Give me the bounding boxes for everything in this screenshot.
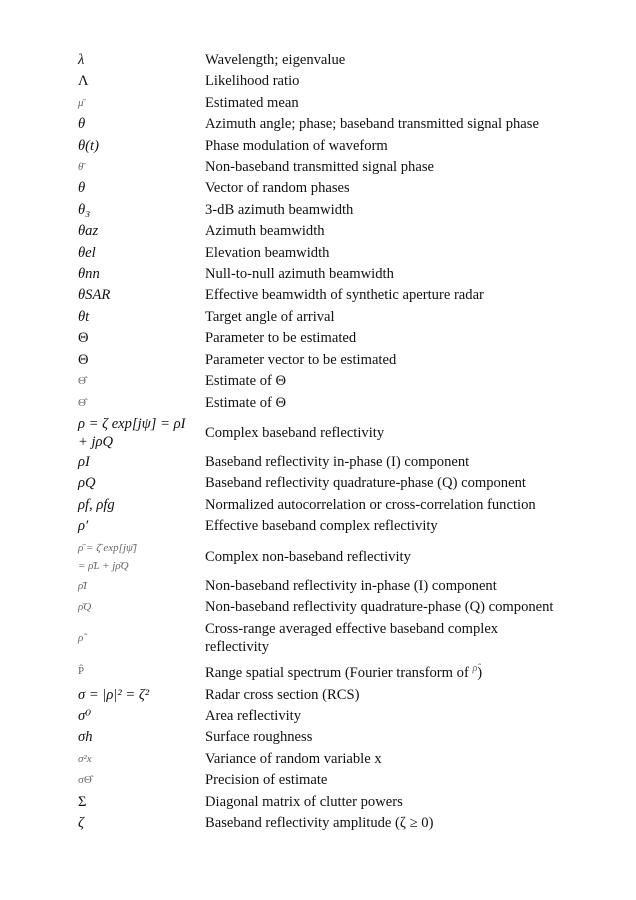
symbol-row — [78, 452, 618, 473]
symbol-row — [78, 576, 618, 597]
symbol: σh — [78, 729, 93, 746]
symbol-description: Radar cross section (RCS) — [205, 686, 360, 703]
symbol-description: Baseband reflectivity amplitude (ζ ≥ 0) — [205, 815, 434, 832]
symbol-description: Baseband reflectivity in-phase (I) component — [205, 453, 470, 470]
symbol-row — [78, 328, 618, 349]
symbol-row — [78, 307, 618, 328]
inline-symbol: ρ̂ — [472, 663, 478, 675]
symbol-description: Surface roughness — [205, 729, 313, 746]
symbol: Θ — [78, 330, 89, 347]
symbol-description: 3-dB azimuth beamwidth — [205, 201, 354, 218]
symbol-description: Estimated mean — [205, 94, 299, 111]
symbol: ρ̄Q — [78, 600, 92, 613]
symbol-description: Non-baseband transmitted signal phase — [205, 159, 434, 176]
symbol: ζ — [78, 815, 84, 832]
symbol: θ̄ — [78, 161, 84, 174]
symbol: Θ̂ — [78, 375, 86, 388]
symbol: σ²x — [78, 752, 92, 765]
symbol-row — [78, 393, 618, 414]
symbol: μ̄ — [78, 96, 84, 109]
symbol-description: Elevation beamwidth — [205, 244, 330, 261]
symbol-description: Parameter vector to be estimated — [205, 351, 397, 368]
symbol: ρ′ — [78, 518, 89, 535]
symbol-row — [78, 350, 618, 371]
symbol: θSAR — [78, 287, 111, 304]
symbol: θ — [78, 180, 86, 197]
symbol-description: Null-to-null azimuth beamwidth — [205, 266, 394, 283]
symbol-description: Wavelength; eigenvalue — [205, 52, 346, 68]
symbol-row — [78, 473, 618, 494]
symbol-row — [78, 770, 618, 791]
symbol-row — [78, 618, 618, 658]
symbol-list — [78, 50, 618, 834]
symbol-description: Precision of estimate — [205, 772, 328, 789]
symbol: Σ — [78, 793, 87, 810]
symbol-description: Non-baseband reflectivity in-phase (I) component — [205, 577, 497, 594]
symbol-row — [78, 495, 618, 516]
symbol: θel — [78, 244, 96, 261]
symbol: θt — [78, 308, 90, 325]
symbol: ρ̄I — [78, 579, 87, 592]
symbol-row — [78, 178, 618, 199]
symbol-row — [78, 414, 618, 452]
symbol: ρ = ζ exp[jψ] = ρI + jρQ — [78, 415, 186, 450]
symbol: σΘ̂ — [78, 774, 92, 787]
symbol-description: Parameter to be estimated — [205, 330, 357, 347]
symbol: ρ̄ = ζ̄ exp[jψ̄] = ρ̄L + jρ̄Q — [78, 541, 138, 572]
symbol: θ — [78, 116, 86, 133]
symbol-description: Complex baseband reflectivity — [205, 424, 385, 441]
symbol: Θ̂ — [78, 396, 86, 409]
symbol: σ = |ρ|² = ζ² — [78, 686, 150, 703]
symbol-description: Azimuth angle; phase; baseband transmitted signal phase — [205, 116, 539, 133]
symbol-row — [78, 114, 618, 135]
symbol-row — [78, 538, 618, 576]
symbol: Θ — [78, 351, 89, 368]
symbol: σ⁰ — [78, 708, 92, 725]
symbol-description: Effective beamwidth of synthetic aperture radar — [205, 287, 484, 304]
symbol-description: Likelihood ratio — [205, 73, 300, 90]
symbol: ρ̂ — [78, 632, 84, 645]
symbol-description — [205, 658, 618, 684]
symbol-row — [78, 285, 618, 306]
symbol-row — [78, 749, 618, 770]
symbol: θ₃ — [78, 201, 91, 218]
symbol-row — [78, 200, 618, 221]
symbol-row — [78, 685, 618, 706]
symbol-description: Normalized autocorrelation or cross-correlation function — [205, 496, 536, 513]
symbol-description: Baseband reflectivity quadrature-phase (Q) component — [205, 475, 526, 492]
symbol-description: Estimate of Θ — [205, 394, 287, 411]
symbol-row — [78, 706, 618, 727]
description-text: Range spatial spectrum (Fourier transform of — [205, 665, 473, 682]
symbol-row — [78, 93, 618, 114]
symbol-row — [78, 813, 618, 834]
symbol: P̂ — [78, 664, 85, 677]
symbol-row — [78, 221, 618, 242]
symbol-description: Azimuth beamwidth — [205, 223, 325, 240]
symbol-row — [78, 597, 618, 618]
symbol-row — [78, 136, 618, 157]
symbol-description: Phase modulation of waveform — [205, 137, 388, 154]
symbol-row — [78, 71, 618, 92]
symbol-description: Non-baseband reflectivity quadrature-phase (Q) component — [205, 598, 554, 615]
symbol: θnn — [78, 266, 100, 283]
symbol-row — [78, 727, 618, 748]
symbol: ρI — [78, 453, 90, 470]
symbol: Λ — [78, 73, 89, 90]
symbol-row — [78, 516, 618, 537]
symbol: θaz — [78, 223, 99, 240]
symbol-description: Complex non-baseband reflectivity — [205, 548, 411, 565]
description-text-end: ) — [477, 665, 483, 682]
symbol-description: Vector of random phases — [205, 180, 350, 197]
symbol: ρf, ρfg — [78, 496, 115, 513]
symbol-description: Cross-range averaged effective baseband complex reflectivity — [205, 621, 499, 656]
symbol-row — [78, 157, 618, 178]
symbol-description: Area reflectivity — [205, 708, 302, 725]
symbol-row — [78, 243, 618, 264]
symbol: θ(t) — [78, 137, 99, 154]
symbol-description: Variance of random variable x — [205, 750, 382, 767]
symbol-description: Effective baseband complex reflectivity — [205, 518, 438, 535]
symbol-description: Estimate of Θ — [205, 373, 287, 390]
symbol-row — [78, 792, 618, 813]
symbol-description: Diagonal matrix of clutter powers — [205, 793, 403, 810]
symbol-row — [78, 50, 618, 71]
symbol-row — [78, 371, 618, 392]
symbol: λ — [78, 52, 85, 68]
symbol-row — [78, 658, 618, 684]
symbol-description: Target angle of arrival — [205, 308, 335, 325]
symbol-row — [78, 264, 618, 285]
symbol: ρQ — [78, 475, 96, 492]
